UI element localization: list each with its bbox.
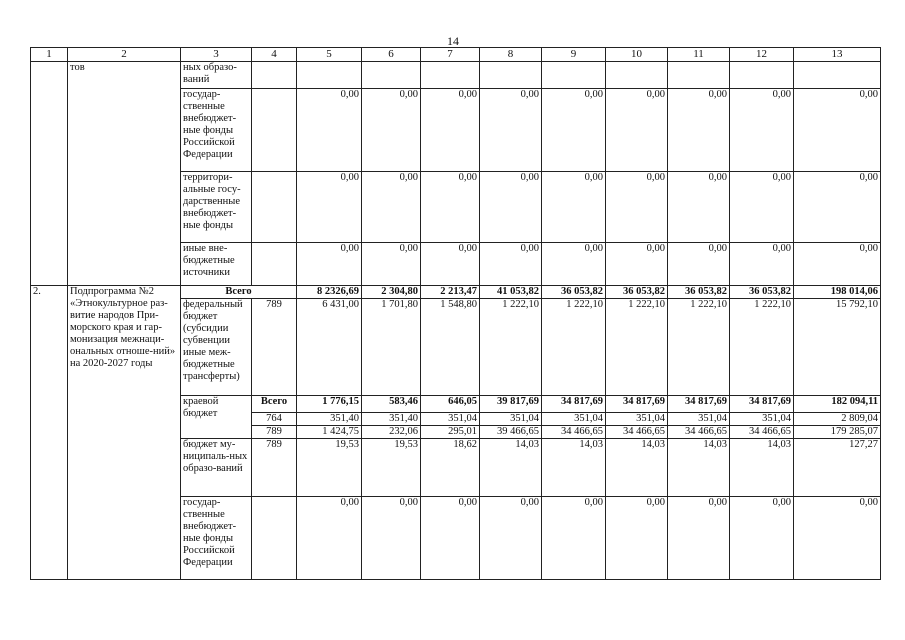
value-cell: 0,00: [794, 172, 881, 243]
value-cell: [794, 62, 881, 89]
number-cell: 2.: [31, 286, 68, 580]
code-cell: [252, 243, 297, 286]
value-cell: 1 222,10: [480, 299, 542, 396]
value-cell: 1 548,80: [421, 299, 480, 396]
value-cell: 0,00: [794, 89, 881, 172]
value-cell: 14,03: [542, 439, 606, 497]
value-cell: 34 817,69: [668, 396, 730, 413]
value-cell: 0,00: [421, 172, 480, 243]
value-cell: 0,00: [362, 172, 421, 243]
value-cell: 1 424,75: [297, 426, 362, 439]
value-cell: 0,00: [542, 172, 606, 243]
value-cell: 0,00: [730, 497, 794, 580]
value-cell: 0,00: [606, 243, 668, 286]
value-cell: 0,00: [421, 89, 480, 172]
code-cell: [252, 172, 297, 243]
value-cell: 8 2326,69: [297, 286, 362, 299]
source-cell: государ-ственные внебюджет-ные фонды Российской Федерации: [181, 89, 252, 172]
value-cell: 0,00: [668, 172, 730, 243]
value-cell: 36 053,82: [730, 286, 794, 299]
header-cell: 11: [668, 48, 730, 62]
table-row: [31, 286, 881, 299]
value-cell: 0,00: [480, 243, 542, 286]
code-cell: [252, 89, 297, 172]
source-cell: территори-альные госу-дарственные внебюджет-ные фонды: [181, 172, 252, 243]
value-cell: 351,04: [542, 413, 606, 426]
header-cell: 9: [542, 48, 606, 62]
value-cell: 2 809,04: [794, 413, 881, 426]
value-cell: [730, 62, 794, 89]
value-cell: 351,04: [480, 413, 542, 426]
value-cell: 34 466,65: [606, 426, 668, 439]
program-name-cell: Подпрограмма №2 «Этнокультурное раз-витие народов При-морского края и гар-монизация межнаци-ональных отноше-ний» на 2020-2027 годы: [68, 286, 181, 580]
value-cell: 39 466,65: [480, 426, 542, 439]
header-cell: 8: [480, 48, 542, 62]
value-cell: 0,00: [668, 497, 730, 580]
value-cell: 0,00: [730, 172, 794, 243]
number-cell: [31, 62, 68, 286]
value-cell: 179 285,07: [794, 426, 881, 439]
header-cell: 6: [362, 48, 421, 62]
code-cell: [252, 497, 297, 580]
value-cell: 6 431,00: [297, 299, 362, 396]
value-cell: 295,01: [421, 426, 480, 439]
budget-table: [30, 47, 881, 580]
value-cell: 0,00: [730, 243, 794, 286]
code-cell: Всего: [252, 396, 297, 413]
value-cell: 351,04: [421, 413, 480, 426]
header-cell: 1: [31, 48, 68, 62]
value-cell: 14,03: [480, 439, 542, 497]
value-cell: 0,00: [362, 497, 421, 580]
value-cell: 0,00: [297, 243, 362, 286]
value-cell: 0,00: [542, 89, 606, 172]
value-cell: 0,00: [794, 243, 881, 286]
value-cell: 1 776,15: [297, 396, 362, 413]
source-cell: федеральный бюджет (субсидии субвенции иные меж-бюджетные трансферты): [181, 299, 252, 396]
value-cell: 19,53: [297, 439, 362, 497]
value-cell: 0,00: [297, 497, 362, 580]
value-cell: [542, 62, 606, 89]
source-cell: иные вне-бюджетные источники: [181, 243, 252, 286]
value-cell: 34 466,65: [542, 426, 606, 439]
value-cell: 0,00: [794, 497, 881, 580]
header-row: [31, 48, 881, 62]
value-cell: 0,00: [480, 497, 542, 580]
value-cell: 1 222,10: [542, 299, 606, 396]
value-cell: 0,00: [668, 243, 730, 286]
header-cell: 4: [252, 48, 297, 62]
value-cell: 351,40: [297, 413, 362, 426]
value-cell: 34 817,69: [542, 396, 606, 413]
header-cell: 12: [730, 48, 794, 62]
value-cell: 1 222,10: [668, 299, 730, 396]
value-cell: 182 094,11: [794, 396, 881, 413]
program-name-cell: тов: [68, 62, 181, 286]
code-cell: 789: [252, 299, 297, 396]
value-cell: 0,00: [606, 172, 668, 243]
value-cell: 0,00: [362, 89, 421, 172]
source-cell: бюджет му-ниципаль-ных образо-ваний: [181, 439, 252, 497]
value-cell: 34 817,69: [730, 396, 794, 413]
value-cell: 351,04: [730, 413, 794, 426]
value-cell: 1 222,10: [730, 299, 794, 396]
table-row: [31, 62, 881, 89]
value-cell: 2 213,47: [421, 286, 480, 299]
source-cell: Всего: [181, 286, 297, 299]
value-cell: 14,03: [606, 439, 668, 497]
value-cell: [668, 62, 730, 89]
value-cell: 198 014,06: [794, 286, 881, 299]
header-cell: 13: [794, 48, 881, 62]
value-cell: 1 222,10: [606, 299, 668, 396]
value-cell: 232,06: [362, 426, 421, 439]
source-cell: ных образо-ваний: [181, 62, 252, 89]
value-cell: 351,40: [362, 413, 421, 426]
value-cell: 0,00: [542, 497, 606, 580]
value-cell: 0,00: [542, 243, 606, 286]
value-cell: 41 053,82: [480, 286, 542, 299]
value-cell: 34 817,69: [606, 396, 668, 413]
code-cell: [252, 62, 297, 89]
value-cell: 14,03: [668, 439, 730, 497]
value-cell: [606, 62, 668, 89]
code-cell: 789: [252, 439, 297, 497]
value-cell: 15 792,10: [794, 299, 881, 396]
header-cell: 10: [606, 48, 668, 62]
value-cell: [421, 62, 480, 89]
value-cell: 1 701,80: [362, 299, 421, 396]
value-cell: 39 817,69: [480, 396, 542, 413]
value-cell: [362, 62, 421, 89]
header-cell: 7: [421, 48, 480, 62]
value-cell: 36 053,82: [606, 286, 668, 299]
value-cell: 0,00: [480, 89, 542, 172]
value-cell: 351,04: [668, 413, 730, 426]
value-cell: 34 466,65: [668, 426, 730, 439]
code-cell: 789: [252, 426, 297, 439]
header-cell: 3: [181, 48, 252, 62]
value-cell: [480, 62, 542, 89]
value-cell: 0,00: [668, 89, 730, 172]
value-cell: 583,46: [362, 396, 421, 413]
value-cell: 36 053,82: [668, 286, 730, 299]
value-cell: 0,00: [421, 497, 480, 580]
header-cell: 5: [297, 48, 362, 62]
value-cell: 36 053,82: [542, 286, 606, 299]
code-cell: 764: [252, 413, 297, 426]
source-cell: краевой бюджет: [181, 396, 252, 439]
value-cell: 0,00: [362, 243, 421, 286]
value-cell: 0,00: [297, 172, 362, 243]
value-cell: 18,62: [421, 439, 480, 497]
value-cell: 0,00: [606, 89, 668, 172]
source-cell: государ-ственные внебюджет-ные фонды Российской Федерации: [181, 497, 252, 580]
value-cell: 0,00: [606, 497, 668, 580]
value-cell: [297, 62, 362, 89]
value-cell: 351,04: [606, 413, 668, 426]
value-cell: 0,00: [421, 243, 480, 286]
value-cell: 14,03: [730, 439, 794, 497]
value-cell: 0,00: [480, 172, 542, 243]
value-cell: 0,00: [297, 89, 362, 172]
value-cell: 127,27: [794, 439, 881, 497]
value-cell: 34 466,65: [730, 426, 794, 439]
value-cell: 19,53: [362, 439, 421, 497]
value-cell: 0,00: [730, 89, 794, 172]
header-cell: 2: [68, 48, 181, 62]
value-cell: 646,05: [421, 396, 480, 413]
value-cell: 2 304,80: [362, 286, 421, 299]
page-number: 14: [447, 34, 459, 48]
